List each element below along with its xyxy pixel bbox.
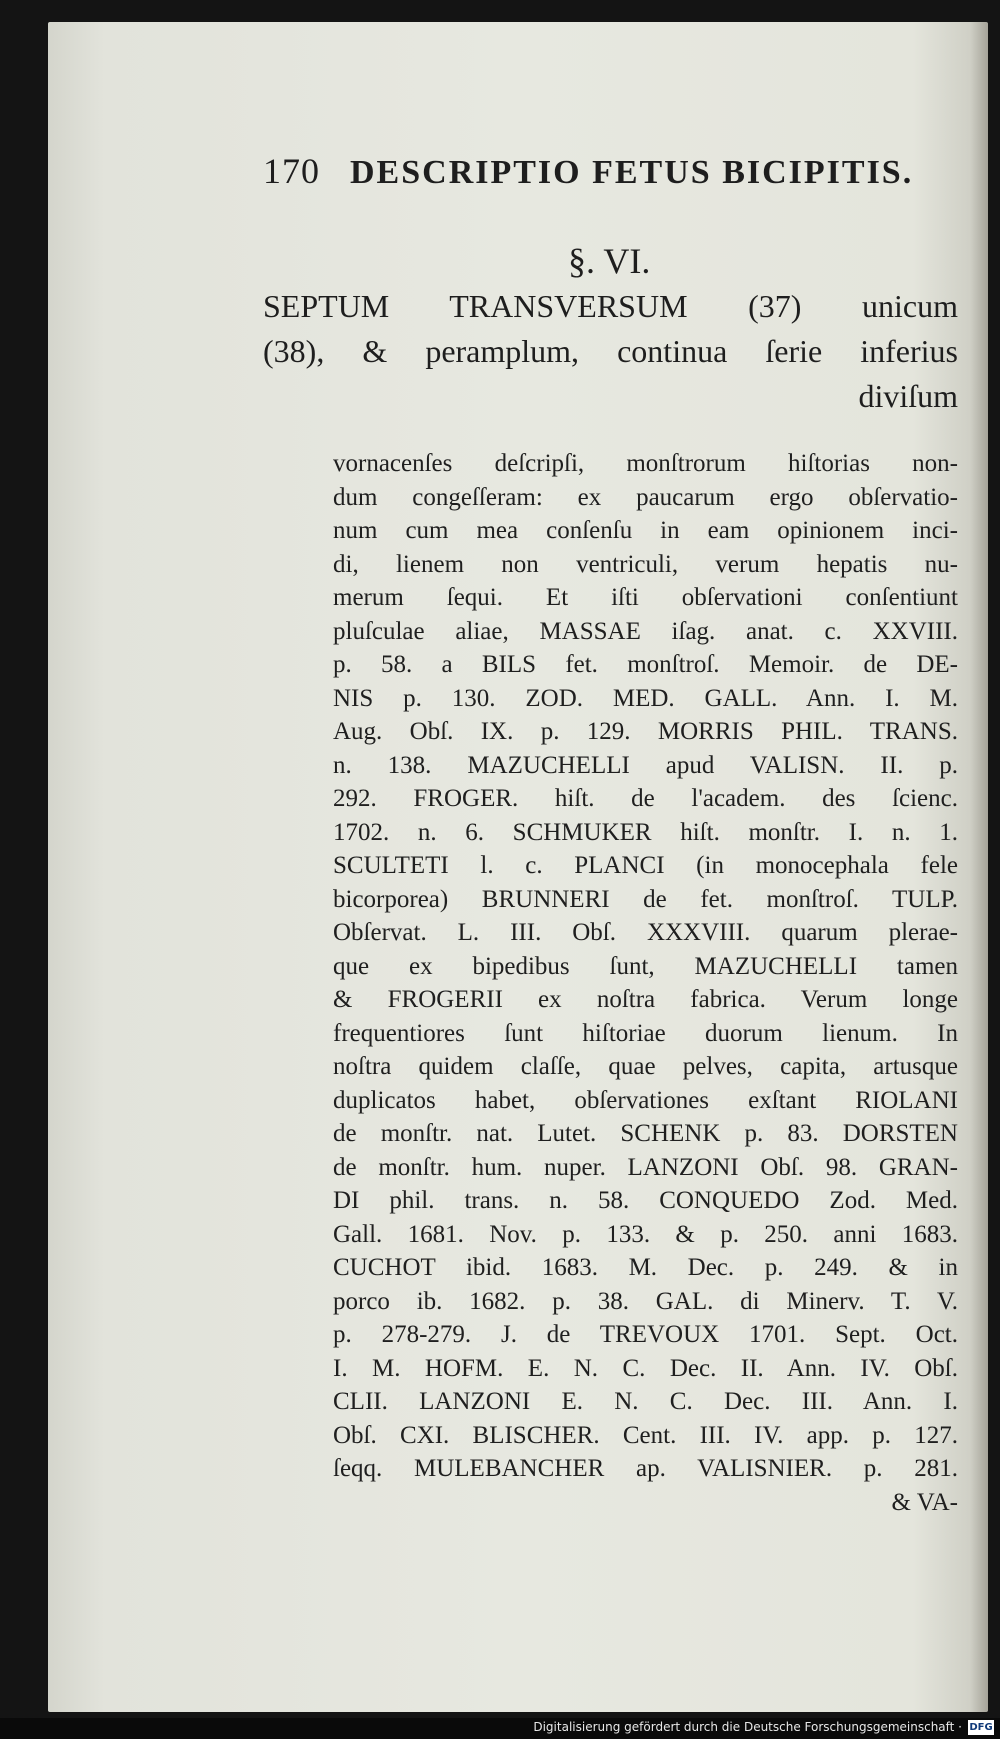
footnote-line: de monſtr. hum. nuper. LANZONI Obſ. 98. GRAN- (333, 1153, 958, 1181)
footnote-line: de monſtr. nat. Lutet. SCHENK p. 83. DORSTEN (333, 1120, 958, 1147)
footnote-line: num cum mea conſenſu in eam opinionem inci- (333, 517, 958, 544)
footnote-line: dum congeſſeram: ex paucarum ergo obſervatio- (333, 483, 958, 511)
footnote-line: DI phil. trans. n. 58. CONQUEDO Zod. Med. (333, 1187, 958, 1214)
footnote-line: p. 58. a BILS fet. monſtroſ. Memoir. de DE- (333, 651, 958, 678)
footnote-line: n. 138. MAZUCHELLI apud VALISN. II. p. (333, 751, 958, 779)
page-title: DESCRIPTIO FETUS BICIPITIS. (350, 154, 914, 191)
footnote-line: frequentiores ſunt hiſtoriae duorum lienum. In (333, 1019, 958, 1047)
footnote-line: vornacenſes deſcripſi, monſtrorum hiſtorias non- (333, 450, 958, 477)
main-text-line: diviſum (858, 378, 958, 414)
footnote-line: di, lienem non ventriculi, verum hepatis nu- (333, 550, 958, 578)
footnote-line: Obſ. CXI. BLISCHER. Cent. III. IV. app. p. 127. (333, 1421, 958, 1449)
page-spine-shadow (970, 22, 988, 1712)
dfg-logo-icon: DFG (969, 1722, 993, 1733)
footnote-block (333, 447, 958, 1519)
footnote-line: Aug. Obſ. IX. p. 129. MORRIS PHIL. TRANS. (333, 718, 958, 745)
footnote-line: porco ib. 1682. p. 38. GAL. di Minerv. T. V. (333, 1287, 958, 1315)
footnote-line: SCULTETI l. c. PLANCI (in monocephala fele (333, 852, 958, 879)
footnote-line: bicorporea) BRUNNERI de fet. monſtroſ. TULP. (333, 885, 958, 913)
main-text (263, 284, 958, 419)
main-text-line: (38), & peramplum, continua ſerie inferius (263, 333, 958, 369)
running-head (263, 150, 963, 192)
footnote-line: NIS p. 130. ZOD. MED. GALL. Ann. I. M. (333, 684, 958, 712)
main-text-line: SEPTUM TRANSVERSUM (37) unicum (263, 288, 958, 324)
footnote-line: & VA- (891, 1488, 958, 1516)
footnote-line: ſeqq. MULEBANCHER ap. VALISNIER. p. 281. (333, 1455, 958, 1482)
footnote-line: merum ſequi. Et iſti obſervationi conſentiunt (333, 584, 958, 611)
book-page (48, 22, 988, 1712)
digitization-footer (0, 1718, 1000, 1739)
funding-credit: Digitalisierung gefördert durch die Deutsche Forschungsgemeinschaft · (533, 1720, 962, 1734)
footnote-line: que ex bipedibus ſunt, MAZUCHELLI tamen (333, 952, 958, 980)
footnote-line: p. 278-279. J. de TREVOUX 1701. Sept. Oct. (333, 1321, 958, 1348)
footnote-line: Obſervat. L. III. Obſ. XXXVIII. quarum plerae- (333, 919, 958, 946)
footnote-line: 1702. n. 6. SCHMUKER hiſt. monſtr. I. n. 1. (333, 818, 958, 846)
footnote-line: & FROGERII ex noſtra fabrica. Verum longe (333, 986, 958, 1013)
footnote-line: duplicatos habet, obſervationes exſtant RIOLANI (333, 1086, 958, 1114)
footnote-line: Gall. 1681. Nov. p. 133. & p. 250. anni 1683. (333, 1220, 958, 1248)
footnote-line: 292. FROGER. hiſt. de l'academ. des ſcienc. (333, 785, 958, 812)
footnote-line: CUCHOT ibid. 1683. M. Dec. p. 249. & in (333, 1254, 958, 1281)
footnote-line: I. M. HOFM. E. N. C. Dec. II. Ann. IV. Obſ. (333, 1354, 958, 1382)
footnote-line: noſtra quidem claſſe, quae pelves, capita, artusque (333, 1053, 958, 1080)
page-number: 170 (263, 151, 320, 191)
section-heading: §. VI. (568, 241, 651, 281)
footnote-line: CLII. LANZONI E. N. C. Dec. III. Ann. I. (333, 1388, 958, 1415)
footnote-line: pluſculae aliae, MASSAE iſag. anat. c. XXVIII. (333, 617, 958, 645)
